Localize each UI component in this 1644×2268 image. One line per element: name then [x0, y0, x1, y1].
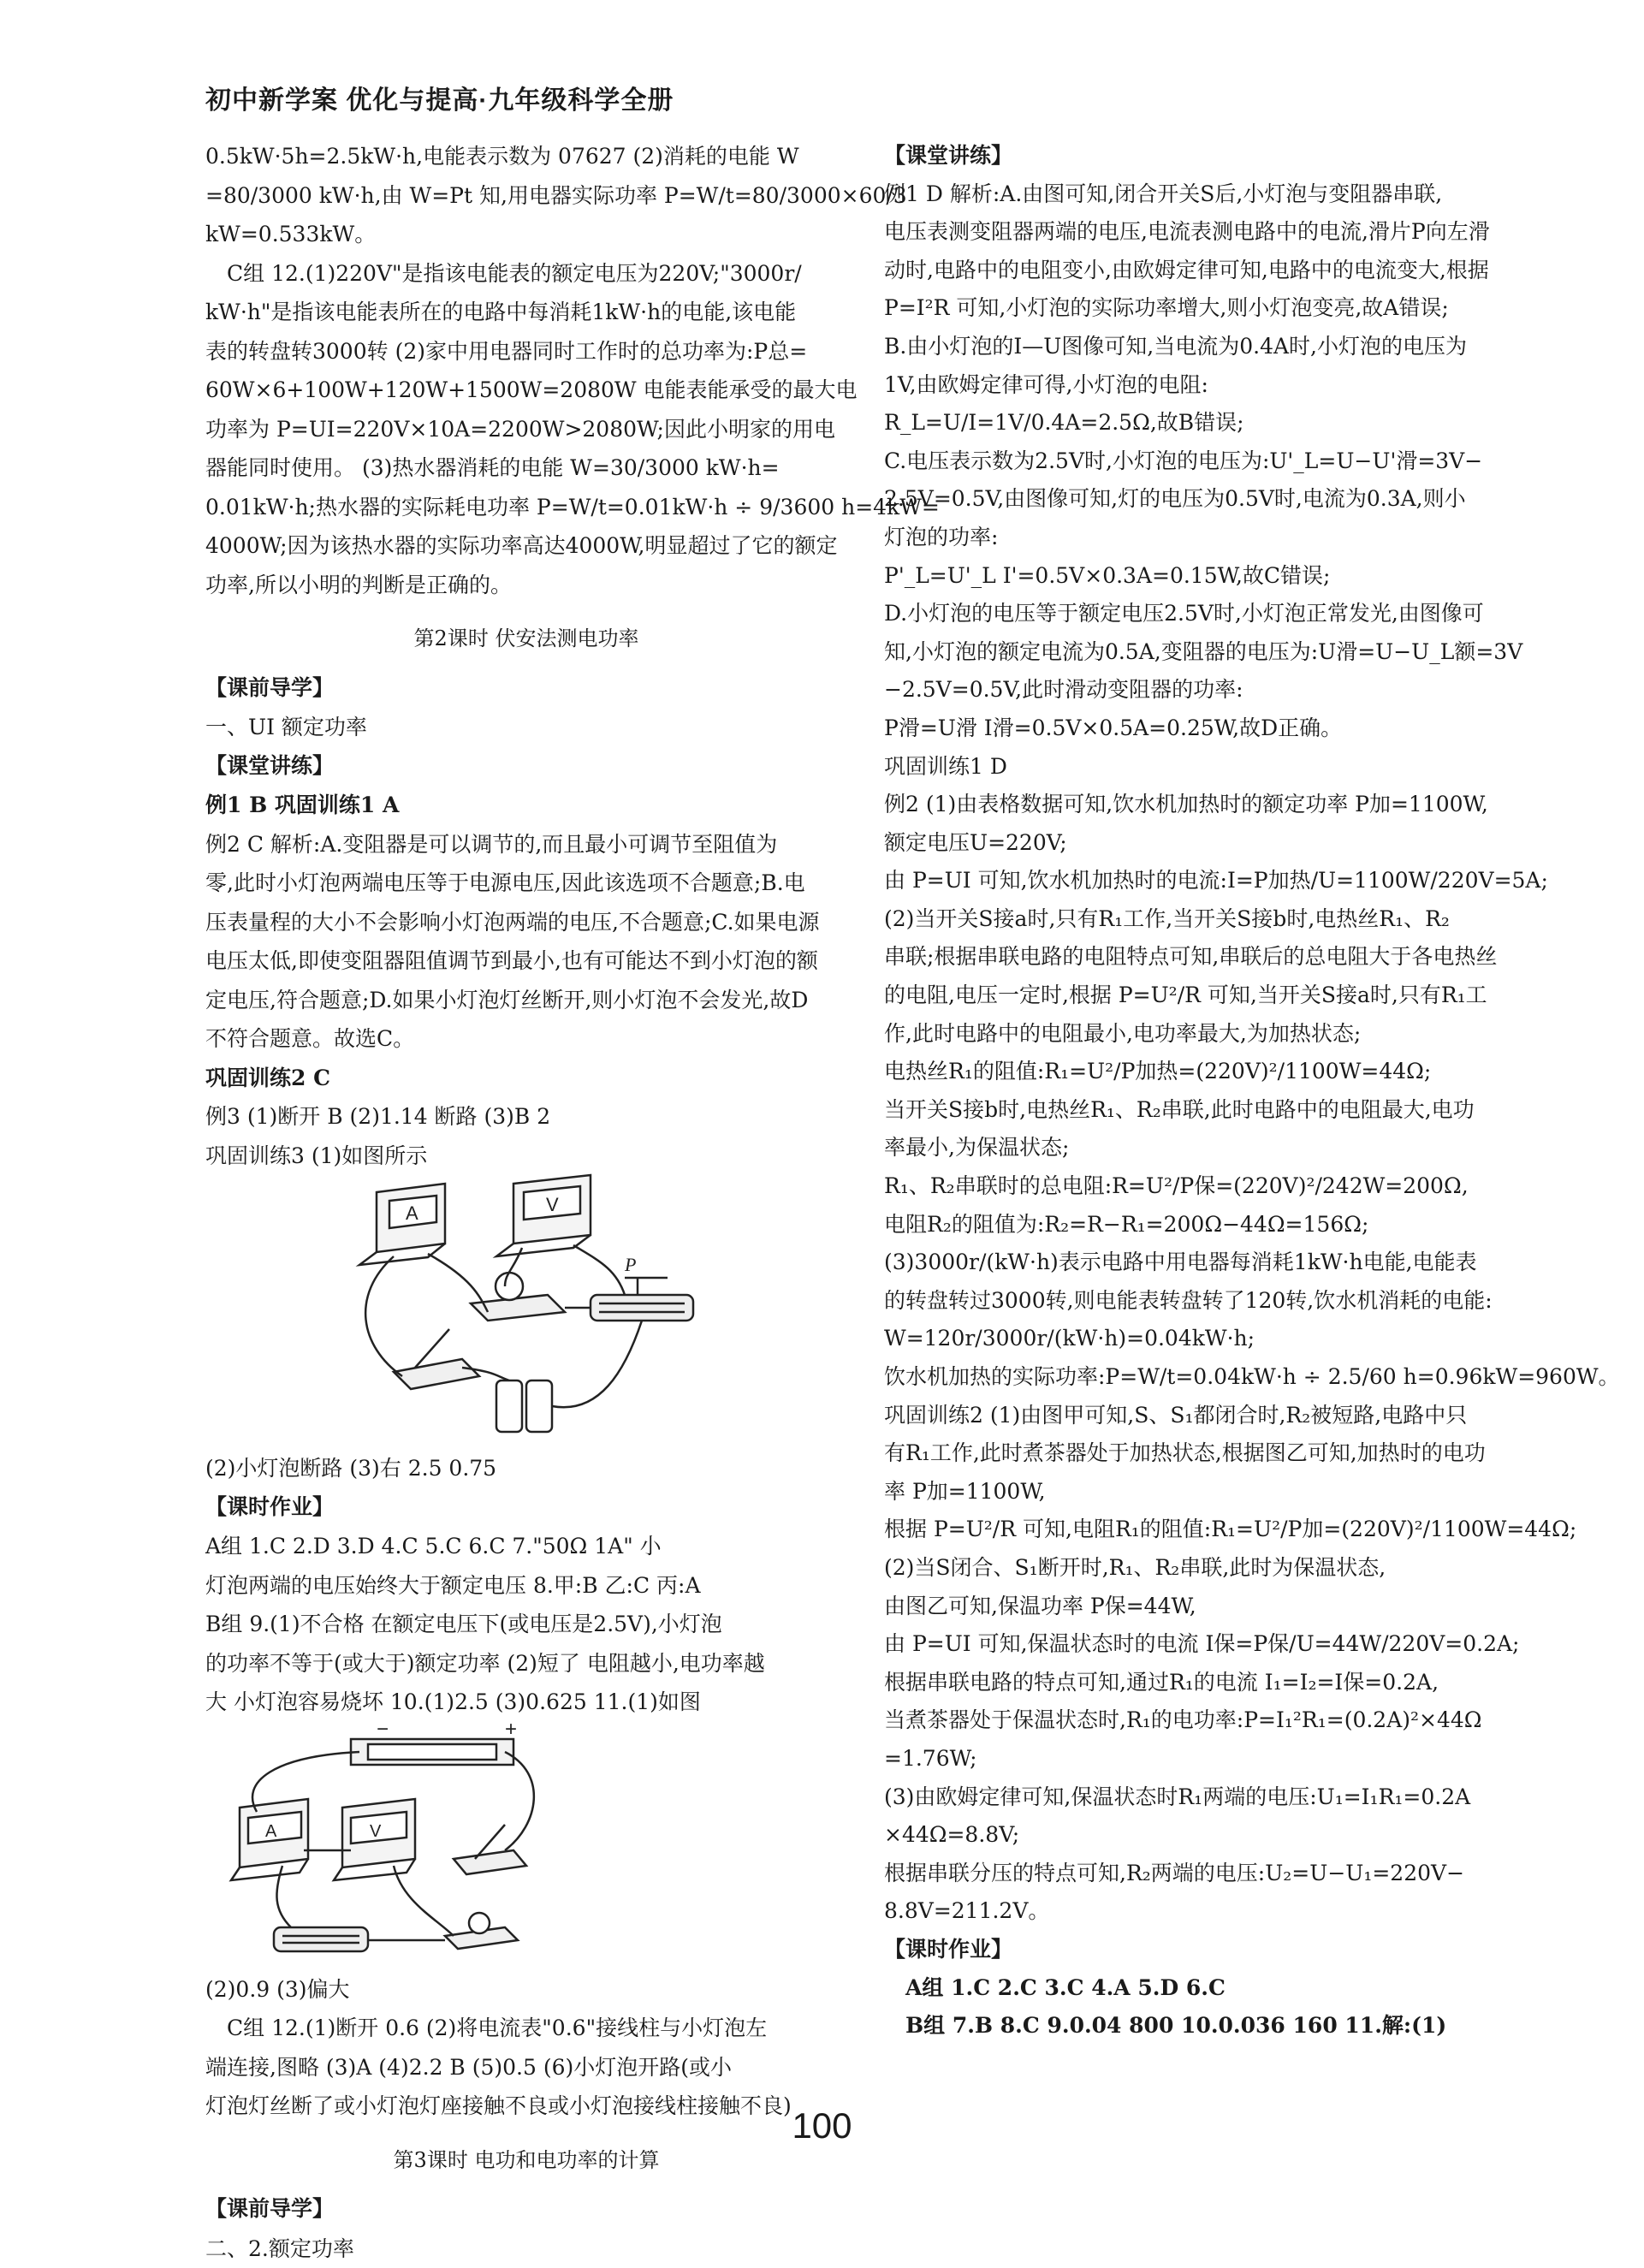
text-line: 由 P=UI 可知,饮水机加热时的电流:I=P加热/U=1100W/220V=5A; [884, 862, 1534, 900]
text-line: 的转盘转过3000转,则电能表转盘转了120转,饮水机消耗的电能: [884, 1282, 1534, 1321]
text-line: P=I²R 可知,小灯泡的实际功率增大,则小灯泡变亮,故A错误; [884, 289, 1534, 328]
text-line: 电压太低,即使变阻器阻值调节到最小,也有可能达不到小灯泡的额 [205, 941, 847, 981]
text-line: 2.5V=0.5V,由图像可知,灯的电压为0.5V时,电流为0.3A,则小 [884, 480, 1534, 519]
text-line: =80/3000 kW·h,由 W=Pt 知,用电器实际功率 P=W/t=80/3000×60/3 [205, 176, 847, 216]
text-line: 例3 (1)断开 B (2)1.14 断路 (3)B 2 [205, 1097, 847, 1137]
text-line: C.电压表示数为2.5V时,小灯泡的电压为:U'_L=U−U'滑=3V− [884, 442, 1534, 481]
section-heading: 【课前导学】 [205, 2190, 847, 2229]
answer-block-right [884, 175, 1534, 1931]
lesson-title: 第2课时 伏安法测电功率 [205, 620, 847, 659]
text-line: 8.8V=211.2V。 [884, 1892, 1534, 1931]
text-line: C组 12.(1)220V"是指该电能表的额定电压为220V;"3000r/ [205, 254, 847, 294]
text-line: 巩固训练2 C [205, 1059, 847, 1098]
text-line: 巩固训练3 (1)如图所示 [205, 1137, 847, 1176]
text-line: 由图乙可知,保温功率 P保=44W, [884, 1588, 1534, 1626]
section-heading: 【课前导学】 [205, 669, 847, 709]
circuit-figure-2 [223, 1722, 582, 1970]
text-line: 作,此时电路中的电阻最小,电功率最大,为加热状态; [884, 1015, 1534, 1054]
text-line: 端连接,图略 (3)A (4)2.2 B (5)0.5 (6)小灯泡开路(或小 [205, 2048, 847, 2087]
circuit-diagram-1-icon [342, 1175, 719, 1449]
text-line: 有R₁工作,此时煮茶器处于加热状态,根据图乙可知,加热时的电功 [884, 1434, 1534, 1473]
text-line: A组 1.C 2.D 3.D 4.C 5.C 6.C 7."50Ω 1A" 小 [205, 1527, 847, 1566]
svg-text:+: + [505, 1718, 517, 1741]
text-line: 根据 P=U²/R 可知,电阻R₁的阻值:R₁=U²/P加=(220V)²/1100W=44Ω; [884, 1511, 1534, 1549]
text-line: B组 9.(1)不合格 在额定电压下(或电压是2.5V),小灯泡 [205, 1605, 847, 1644]
text-line: 电阻R₂的阻值为:R₂=R−R₁=200Ω−44Ω=156Ω; [884, 1206, 1534, 1244]
text-line: 动时,电路中的电阻变小,由欧姆定律可知,电路中的电流变大,根据 [884, 252, 1534, 290]
text-line: 饮水机加热的实际功率:P=W/t=0.04kW·h ÷ 2.5/60 h=0.96kW=960W。 [884, 1358, 1534, 1397]
text-line: 当煮茶器处于保温状态时,R₁的电功率:P=I₁²R₁=(0.2A)²×44Ω [884, 1701, 1534, 1740]
section-heading: 【课时作业】 [884, 1931, 1534, 1969]
text-line: ×44Ω=8.8V; [884, 1816, 1534, 1855]
text-line: 巩固训练1 D [884, 748, 1534, 787]
text-line: B.由小灯泡的I—U图像可知,当电流为0.4A时,小灯泡的电压为 [884, 328, 1534, 366]
text-line: W=120r/3000r/(kW·h)=0.04kW·h; [884, 1320, 1534, 1358]
text-line: 二、2.额定功率 [205, 2229, 847, 2268]
text-line: (3)3000r/(kW·h)表示电路中用电器每消耗1kW·h电能,电能表 [884, 1244, 1534, 1282]
answer-block-3 [205, 1970, 847, 2126]
text-line: 灯泡灯丝断了或小灯泡灯座接触不良或小灯泡接线柱接触不良) [205, 2087, 847, 2126]
text-line: 率最小,为保温状态; [884, 1129, 1534, 1167]
text-line: (2)小灯泡断路 (3)右 2.5 0.75 [205, 1449, 847, 1488]
text-line: 零,此时小灯泡两端电压等于电源电压,因此该选项不合题意;B.电 [205, 864, 847, 903]
text-line: 0.01kW·h;热水器的实际耗电功率 P=W/t=0.01kW·h ÷ 9/3600 h=4kW= [205, 488, 847, 527]
text-line: R₁、R₂串联时的总电阻:R=U²/P保=(220V)²/242W=200Ω, [884, 1167, 1534, 1206]
text-line: P滑=U滑 I滑=0.5V×0.5A=0.25W,故D正确。 [884, 709, 1534, 748]
text-line: (2)当S闭合、S₁断开时,R₁、R₂串联,此时为保温状态, [884, 1549, 1534, 1588]
text-line: 0.5kW·5h=2.5kW·h,电能表示数为 07627 (2)消耗的电能 W [205, 137, 847, 176]
text-line: (2)当开关S接a时,只有R₁工作,当开关S接b时,电热丝R₁、R₂ [884, 900, 1534, 939]
section-heading: 【课堂讲练】 [205, 747, 847, 787]
text-line: 例1 B 巩固训练1 A [205, 786, 847, 825]
text-line: D.小灯泡的电压等于额定电压2.5V时,小灯泡正常发光,由图像可 [884, 595, 1534, 633]
lesson-title: 第3课时 电功和电功率的计算 [205, 2141, 847, 2181]
text-line: 60W×6+100W+120W+1500W=2080W 电能表能承受的最大电 [205, 371, 847, 410]
text-line: 例2 (1)由表格数据可知,饮水机加热时的额定功率 P加=1100W, [884, 786, 1534, 824]
text-line: 巩固训练2 (1)由图甲可知,S、S₁都闭合时,R₂被短路,电路中只 [884, 1397, 1534, 1435]
text-line: 灯泡两端的电压始终大于额定电压 8.甲:B 乙:C 丙:A [205, 1566, 847, 1606]
page-header: 初中新学案 优化与提高·九年级科学全册 [205, 79, 856, 116]
text-line: 率 P加=1100W, [884, 1473, 1534, 1511]
text-line: 不符合题意。故选C。 [205, 1019, 847, 1059]
answer-block-2 [205, 786, 847, 1175]
text-line: kW·h"是指该电能表所在的电路中每消耗1kW·h的电能,该电能 [205, 293, 847, 332]
answer-block-1 [205, 137, 847, 604]
text-line: R_L=U/I=1V/0.4A=2.5Ω,故B错误; [884, 404, 1534, 442]
svg-text:A: A [265, 1822, 277, 1841]
text-line: 的电阻,电压一定时,根据 P=U²/R 可知,当开关S接a时,只有R₁工 [884, 977, 1534, 1015]
circuit-diagram-2-icon [223, 1722, 582, 1970]
text-line: 串联;根据串联电路的电阻特点可知,串联后的总电阻大于各电热丝 [884, 938, 1534, 977]
page-number: 100 [0, 2105, 1644, 2146]
text-line: 知,小灯泡的额定电流为0.5A,变阻器的电压为:U滑=U−U_L额=3V [884, 633, 1534, 672]
svg-text:V: V [370, 1822, 382, 1841]
text-line: P'_L=U'_L I'=0.5V×0.3A=0.15W,故C错误; [884, 557, 1534, 596]
text-line: =1.76W; [884, 1740, 1534, 1778]
svg-text:−: − [377, 1718, 389, 1741]
text-line: 表的转盘转3000转 (2)家中用电器同时工作时的总功率为:P总= [205, 332, 847, 371]
text-line: 额定电压U=220V; [884, 824, 1534, 863]
section-heading: 【课时作业】 [205, 1488, 847, 1528]
text-line: 例1 D 解析:A.由图可知,闭合开关S后,小灯泡与变阻器串联, [884, 175, 1534, 214]
text-line: (2)0.9 (3)偏大 [205, 1970, 847, 2010]
text-line: 根据串联电路的特点可知,通过R₁的电流 I₁=I₂=I保=0.2A, [884, 1664, 1534, 1702]
text-line: 1V,由欧姆定律可得,小灯泡的电阻: [884, 366, 1534, 405]
text-line: 电热丝R₁的阻值:R₁=U²/P加热=(220V)²/1100W=44Ω; [884, 1053, 1534, 1091]
text-line: 器能同时使用。 (3)热水器消耗的电能 W=30/3000 kW·h= [205, 448, 847, 488]
text-line: 由 P=UI 可知,保温状态时的电流 I保=P保/U=44W/220V=0.2A; [884, 1625, 1534, 1664]
text-line: 根据串联分压的特点可知,R₂两端的电压:U₂=U−U₁=220V− [884, 1855, 1534, 1893]
section-heading: 【课堂讲练】 [884, 137, 1534, 175]
text-line: −2.5V=0.5V,此时滑动变阻器的功率: [884, 671, 1534, 709]
text-line: 电压表测变阻器两端的电压,电流表测电路中的电流,滑片P向左滑 [884, 213, 1534, 252]
text-line: (3)由欧姆定律可知,保温状态时R₁两端的电压:U₁=I₁R₁=0.2A [884, 1778, 1534, 1817]
homework-block [205, 1527, 847, 1722]
text-line: 定电压,符合题意;D.如果小灯泡灯丝断开,则小灯泡不会发光,故D [205, 981, 847, 1020]
text-line: 例2 C 解析:A.变阻器是可以调节的,而且最小可调节至阻值为 [205, 825, 847, 864]
text-line: 当开关S接b时,电热丝R₁、R₂串联,此时电路中的电阻最大,电功 [884, 1091, 1534, 1130]
text-line: 的功率不等于(或大于)额定功率 (2)短了 电阻越小,电功率越 [205, 1644, 847, 1683]
text-line: B组 7.B 8.C 9.0.04 800 10.0.036 160 11.解:(1) [884, 2007, 1534, 2045]
text-line: 功率,所以小明的判断是正确的。 [205, 566, 847, 605]
text-line: 一、UI 额定功率 [205, 708, 847, 747]
text-line: 功率为 P=UI=220V×10A=2200W>2080W;因此小明家的用电 [205, 410, 847, 449]
text-line: 大 小灯泡容易烧坏 10.(1)2.5 (3)0.625 11.(1)如图 [205, 1683, 847, 1722]
text-line: 压表量程的大小不会影响小灯泡两端的电压,不合题意;C.如果电源 [205, 903, 847, 942]
svg-text:A: A [406, 1202, 418, 1224]
right-column [884, 137, 1534, 2045]
text-line: C组 12.(1)断开 0.6 (2)将电流表"0.6"接线柱与小灯泡左 [205, 2009, 847, 2048]
text-line: A组 1.C 2.C 3.C 4.A 5.D 6.C [884, 1969, 1534, 2008]
svg-text:V: V [546, 1194, 559, 1215]
text-line: kW=0.533kW。 [205, 215, 847, 254]
circuit-figure-1 [342, 1175, 719, 1449]
text-line: 4000W;因为该热水器的实际功率高达4000W,明显超过了它的额定 [205, 526, 847, 566]
svg-text:P: P [624, 1254, 636, 1275]
text-line: 灯泡的功率: [884, 519, 1534, 557]
left-column [205, 137, 847, 2268]
